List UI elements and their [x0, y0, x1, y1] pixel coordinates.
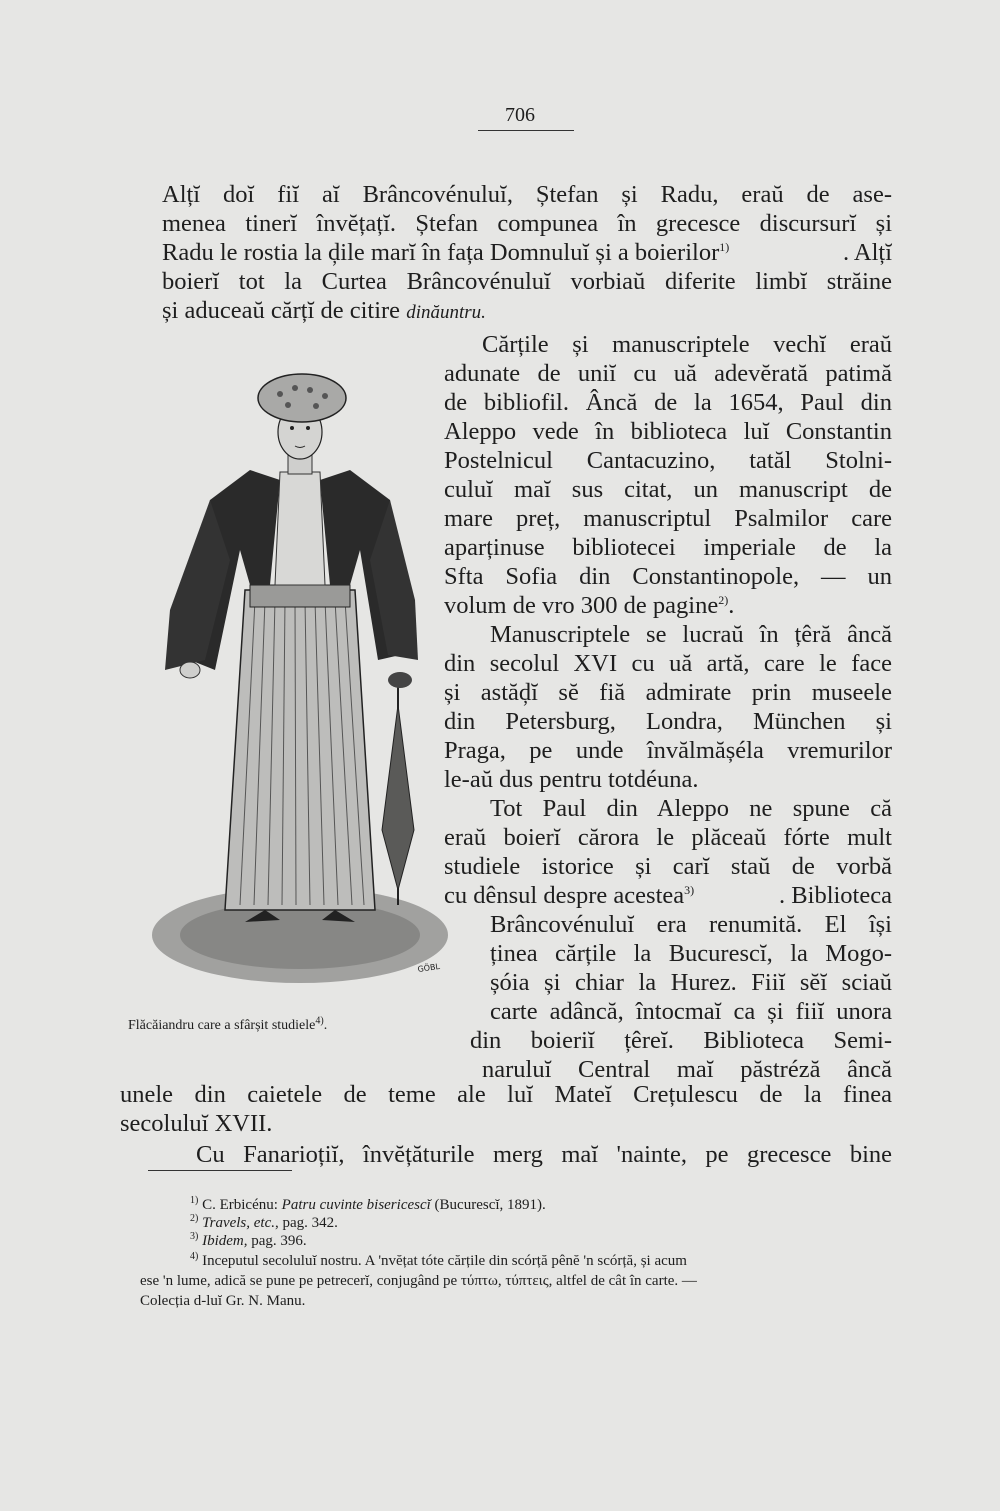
footnote-4-text: Inceputul secoluluĭ nostru. A 'nvĕțat tóte cărțile din scórță pênĕ 'n scórță, și acum: [202, 1253, 687, 1269]
p4-line-6: ținea cărțile la Bucurescĭ, la Mogo-: [490, 940, 892, 967]
footnote-3: [190, 1232, 307, 1250]
footnote-3-mark: 3): [190, 1231, 199, 1242]
p1-line-3-text: Radu le rostia la ḑile marĭ în fața Domnuluĭ și a boierilor: [162, 239, 720, 266]
p4-line-7: șóia și chiar la Hurez. Fiiĭ sĕĭ sciaŭ: [490, 969, 892, 996]
footnote-3-post: pag. 396.: [247, 1233, 307, 1249]
p1-line-3-tail: . Alțĭ: [842, 239, 892, 266]
p1-line-4: boierĭ tot la Curtea Brâncovénuluĭ vorbiaŭ diferite limbĭ străine: [162, 268, 892, 295]
p2-line-1: Cărțile și manuscriptele vechĭ eraŭ: [482, 331, 892, 358]
p1-line-5: [162, 296, 486, 327]
p1-line-2: menea tinerĭ învĕțațĭ. Ștefan compunea în grecesce discursurĭ și: [162, 210, 892, 237]
figure-umbrella: [382, 677, 414, 905]
engraving-figure: [150, 360, 450, 1000]
footnote-2-mark: 2): [190, 1213, 199, 1224]
p2-line-10-text: volum de vro 300 de pagine: [444, 592, 719, 619]
footnote-1-italic: Patru cuvinte bisericescĭ: [281, 1197, 431, 1213]
footnote-2: [190, 1214, 338, 1232]
p2-line-7: mare preț, manuscriptul Psalmilor care: [444, 505, 892, 532]
footnote-1-post: (Bucurescĭ, 1891).: [430, 1197, 546, 1213]
footnote-2-italic: Travels, etc.: [202, 1215, 275, 1231]
p4-line-1: Tot Paul din Aleppo ne spune că: [490, 795, 892, 822]
p4-line-10: naruluĭ Central maĭ păstréză âncă: [482, 1056, 892, 1083]
figure-signature: GÖBL: [417, 961, 441, 974]
p2-line-8: aparținuse bibliotecei imperiale de la: [444, 534, 892, 561]
p4-line-8: carte adâncă, întocmaĭ ca și fiiĭ unora: [490, 998, 892, 1025]
footnote-ref-3: 3): [684, 882, 695, 897]
p3-line-1: Manuscriptele se lucraŭ în țêră âncă: [490, 621, 892, 648]
p5-line-1: Cu Fanarioțiĭ, învĕțăturile merg maĭ 'nainte, pe grecesce bine: [196, 1141, 892, 1168]
footnote-3-italic: Ibidem,: [202, 1233, 248, 1249]
footnote-ref-1: 1): [719, 239, 730, 254]
p4-line-3: studiele istorice și carĭ staŭ de vorbă: [444, 853, 892, 880]
p2-line-2: adunate de uniĭ cu uă adevĕrată patimă: [444, 360, 892, 387]
figure-sash: [250, 585, 350, 607]
figure-caption-tail: .: [323, 1018, 328, 1033]
p2-line-3: de bibliofil. Âncă de la 1654, Paul din: [444, 389, 892, 416]
p2-line-9: Sfta Sofia din Constantinopole, — un: [444, 563, 892, 590]
footnote-1-mark: 1): [190, 1195, 199, 1206]
p4-line-12: secoluluĭ XVII.: [120, 1110, 273, 1137]
footnote-ref-4: 4): [315, 1015, 324, 1027]
p4-line-2: eraŭ boierĭ cărora le plăceaŭ fórte mult: [444, 824, 892, 851]
footnote-ref-2: 2): [718, 592, 729, 607]
figure-caption: [128, 1015, 328, 1034]
figure-shirt: [275, 472, 325, 585]
p1-line-3: [162, 238, 892, 267]
p3-line-5: Praga, pe unde învălmășéla vremurilor: [444, 737, 892, 764]
figure-turban: [258, 374, 346, 422]
footnote-rule: [148, 1170, 292, 1171]
p4-line-9: din boieriĭ țêreĭ. Biblioteca Semi-: [470, 1027, 892, 1054]
p4-line-11: unele din caietele de teme ale luĭ Mateĭ Crețulescu de la finea: [120, 1081, 892, 1108]
p1-line-5-text: și aduceaŭ cărțĭ de citire: [162, 297, 401, 324]
figure-caption-text: Flăcăiandru care a sfârșit studiele: [128, 1018, 316, 1033]
p4-line-4-tail: . Biblioteca: [779, 882, 892, 909]
p2-line-6: culuĭ maĭ sus citat, un manuscript de: [444, 476, 892, 503]
p4-line-5: Brâncovénuluĭ era renumită. El își: [490, 911, 892, 938]
p2-line-4: Aleppo vede în biblioteca luĭ Constantin: [444, 418, 892, 445]
p1-italic-word: dinăuntru.: [406, 302, 486, 323]
p3-line-2: din secolul XVI cu uă artă, care le face: [444, 650, 892, 677]
footnote-1-pre: C. Erbicénu:: [202, 1197, 282, 1213]
p4-line-4: [444, 881, 892, 910]
p2-line-5: Postelnicul Cantacuzino, tatăl Stolni-: [444, 447, 892, 474]
p2-line-10-tail: .: [728, 592, 735, 619]
footnote-4: [190, 1252, 687, 1270]
footnote-1: [190, 1196, 546, 1214]
footnote-4-line-2: ese 'n lume, adică se pune pe petrecerĭ, conjugând pe τύπτω, τύπτεις, altfel de cât în carte. —: [140, 1273, 697, 1289]
p3-line-3: și astăḑĭ sĕ fiă admirate prin museele: [444, 679, 892, 706]
page-number-rule: [478, 130, 574, 131]
p2-line-10: [444, 591, 734, 620]
footnote-4-mark: 4): [190, 1251, 199, 1262]
p3-line-6: le-aŭ dus pentru totdéuna.: [444, 766, 699, 793]
p1-line-1: Alțĭ doĭ fiĭ aĭ Brâncovénuluĭ, Ștefan și Radu, eraŭ de ase-: [162, 181, 892, 208]
page-number: 706: [505, 104, 535, 126]
p4-line-4-text: cu dênsul despre acestea: [444, 882, 685, 909]
footnote-2-post: , pag. 342.: [275, 1215, 338, 1231]
p3-line-4: din Petersburg, Londra, München și: [444, 708, 892, 735]
footnote-4-line-3: Colecția d-luĭ Gr. N. Manu.: [140, 1293, 306, 1309]
